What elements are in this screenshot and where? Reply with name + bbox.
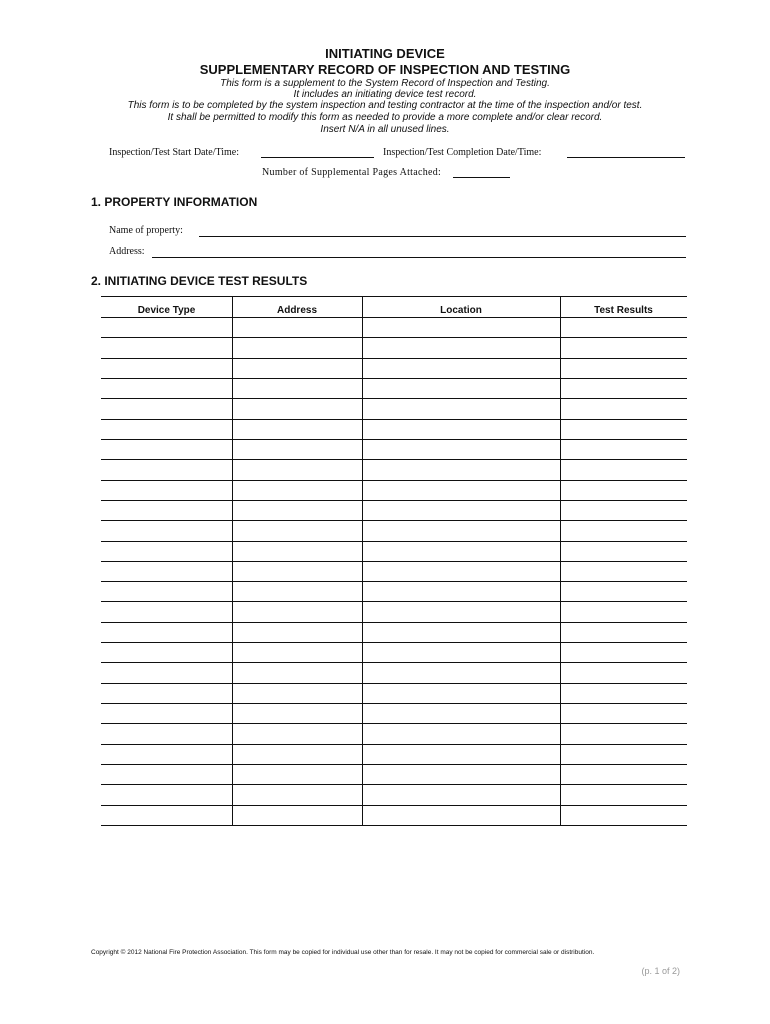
test-results-cell[interactable] <box>561 684 686 704</box>
table-column-divider <box>560 317 561 825</box>
section-property-information-heading: 1. PROPERTY INFORMATION <box>91 195 258 209</box>
address-cell[interactable] <box>233 338 361 358</box>
form-title-line2: SUPPLEMENTARY RECORD OF INSPECTION AND TESTING <box>199 62 571 77</box>
address-cell[interactable] <box>233 806 361 826</box>
device-type-cell[interactable] <box>102 623 231 643</box>
test-results-cell[interactable] <box>561 643 686 663</box>
device-type-cell[interactable] <box>102 643 231 663</box>
location-cell[interactable] <box>363 663 559 683</box>
device-type-cell[interactable] <box>102 806 231 826</box>
location-cell[interactable] <box>363 318 559 338</box>
instruction-note: This form is to be completed by the system inspection and testing contractor at the time of the inspection and/or test. <box>127 100 643 111</box>
device-type-cell[interactable] <box>102 684 231 704</box>
address-label: Address: <box>109 246 145 257</box>
address-cell[interactable] <box>233 460 361 480</box>
completion-datetime-label: Inspection/Test Completion Date/Time: <box>383 147 542 158</box>
test-results-cell[interactable] <box>561 582 686 602</box>
column-header-test-results: Test Results <box>594 305 653 316</box>
test-results-cell[interactable] <box>561 318 686 338</box>
test-results-cell[interactable] <box>561 785 686 805</box>
device-type-cell[interactable] <box>102 724 231 744</box>
table-header-divider <box>362 296 363 317</box>
address-cell[interactable] <box>233 481 361 501</box>
location-cell[interactable] <box>363 623 559 643</box>
location-cell[interactable] <box>363 602 559 622</box>
supplemental-pages-field[interactable] <box>453 177 510 178</box>
test-results-cell[interactable] <box>561 481 686 501</box>
device-type-cell[interactable] <box>102 582 231 602</box>
test-results-cell[interactable] <box>561 501 686 521</box>
table-top-border <box>101 296 687 297</box>
device-type-cell[interactable] <box>102 359 231 379</box>
address-cell[interactable] <box>233 359 361 379</box>
table-row-line <box>101 825 687 826</box>
device-test-results-table <box>101 296 687 825</box>
location-cell[interactable] <box>363 440 559 460</box>
address-cell[interactable] <box>233 623 361 643</box>
column-header-address: Address <box>276 305 317 316</box>
column-header-device-type: Device Type <box>137 305 196 316</box>
column-header-location: Location <box>440 305 482 316</box>
address-cell[interactable] <box>233 602 361 622</box>
supplemental-pages-label: Number of Supplemental Pages Attached: <box>262 167 442 178</box>
device-type-cell[interactable] <box>102 420 231 440</box>
address-cell[interactable] <box>233 663 361 683</box>
device-type-cell[interactable] <box>102 704 231 724</box>
test-results-cell[interactable] <box>561 704 686 724</box>
test-results-cell[interactable] <box>561 440 686 460</box>
address-cell[interactable] <box>233 379 361 399</box>
start-datetime-field[interactable] <box>261 157 374 158</box>
location-cell[interactable] <box>363 501 559 521</box>
table-header-divider <box>560 296 561 317</box>
location-cell[interactable] <box>363 745 559 765</box>
page-number: (p. 1 of 2) <box>641 966 680 976</box>
device-type-cell[interactable] <box>102 542 231 562</box>
test-results-cell[interactable] <box>561 765 686 785</box>
location-cell[interactable] <box>363 460 559 480</box>
location-cell[interactable] <box>363 562 559 582</box>
test-results-cell[interactable] <box>561 724 686 744</box>
form-title-line1: INITIATING DEVICE <box>325 46 445 61</box>
location-cell[interactable] <box>363 481 559 501</box>
location-cell[interactable] <box>363 338 559 358</box>
property-name-label: Name of property: <box>109 225 183 236</box>
device-type-cell[interactable] <box>102 440 231 460</box>
table-header-divider <box>232 296 233 317</box>
test-results-cell[interactable] <box>561 663 686 683</box>
instruction-note: It includes an initiating device test record. <box>293 89 477 100</box>
test-results-cell[interactable] <box>561 521 686 541</box>
device-type-cell[interactable] <box>102 338 231 358</box>
section-test-results-heading: 2. INITIATING DEVICE TEST RESULTS <box>91 274 308 288</box>
location-cell[interactable] <box>363 420 559 440</box>
location-cell[interactable] <box>363 359 559 379</box>
address-cell[interactable] <box>233 745 361 765</box>
device-type-cell[interactable] <box>102 745 231 765</box>
address-field[interactable] <box>152 257 686 258</box>
device-type-cell[interactable] <box>102 379 231 399</box>
location-cell[interactable] <box>363 399 559 419</box>
instruction-note: Insert N/A in all unused lines. <box>320 124 450 135</box>
address-cell[interactable] <box>233 318 361 338</box>
location-cell[interactable] <box>363 582 559 602</box>
test-results-cell[interactable] <box>561 399 686 419</box>
location-cell[interactable] <box>363 724 559 744</box>
test-results-cell[interactable] <box>561 745 686 765</box>
address-cell[interactable] <box>233 582 361 602</box>
property-name-field[interactable] <box>199 236 686 237</box>
location-cell[interactable] <box>363 542 559 562</box>
test-results-cell[interactable] <box>561 602 686 622</box>
address-cell[interactable] <box>233 684 361 704</box>
address-cell[interactable] <box>233 542 361 562</box>
test-results-cell[interactable] <box>561 359 686 379</box>
test-results-cell[interactable] <box>561 806 686 826</box>
address-cell[interactable] <box>233 765 361 785</box>
device-type-cell[interactable] <box>102 318 231 338</box>
device-type-cell[interactable] <box>102 521 231 541</box>
start-datetime-label: Inspection/Test Start Date/Time: <box>109 147 240 158</box>
address-cell[interactable] <box>233 399 361 419</box>
device-type-cell[interactable] <box>102 399 231 419</box>
test-results-cell[interactable] <box>561 562 686 582</box>
device-type-cell[interactable] <box>102 460 231 480</box>
address-cell[interactable] <box>233 785 361 805</box>
address-cell[interactable] <box>233 501 361 521</box>
location-cell[interactable] <box>363 379 559 399</box>
location-cell[interactable] <box>363 785 559 805</box>
location-cell[interactable] <box>363 521 559 541</box>
device-type-cell[interactable] <box>102 785 231 805</box>
table-column-divider <box>362 317 363 825</box>
device-type-cell[interactable] <box>102 765 231 785</box>
instruction-note: It shall be permitted to modify this form as needed to provide a more complete and/or clear record. <box>167 112 603 123</box>
address-cell[interactable] <box>233 562 361 582</box>
table-column-divider <box>232 317 233 825</box>
location-cell[interactable] <box>363 806 559 826</box>
device-type-cell[interactable] <box>102 501 231 521</box>
instruction-note: This form is a supplement to the System Record of Inspection and Testing. <box>220 78 550 89</box>
test-results-cell[interactable] <box>561 338 686 358</box>
location-cell[interactable] <box>363 704 559 724</box>
address-cell[interactable] <box>233 643 361 663</box>
test-results-cell[interactable] <box>561 379 686 399</box>
address-cell[interactable] <box>233 521 361 541</box>
test-results-cell[interactable] <box>561 542 686 562</box>
copyright-notice: Copyright © 2012 National Fire Protection Association. This form may be copied for individual use other than for resale. It may not be copied for commercial sale or distribution. <box>91 949 595 956</box>
address-cell[interactable] <box>233 440 361 460</box>
device-type-cell[interactable] <box>102 481 231 501</box>
location-cell[interactable] <box>363 684 559 704</box>
test-results-cell[interactable] <box>561 420 686 440</box>
device-type-cell[interactable] <box>102 663 231 683</box>
location-cell[interactable] <box>363 643 559 663</box>
address-cell[interactable] <box>233 420 361 440</box>
location-cell[interactable] <box>363 765 559 785</box>
address-cell[interactable] <box>233 724 361 744</box>
test-results-cell[interactable] <box>561 623 686 643</box>
test-results-cell[interactable] <box>561 460 686 480</box>
device-type-cell[interactable] <box>102 602 231 622</box>
device-type-cell[interactable] <box>102 562 231 582</box>
completion-datetime-field[interactable] <box>567 157 685 158</box>
address-cell[interactable] <box>233 704 361 724</box>
